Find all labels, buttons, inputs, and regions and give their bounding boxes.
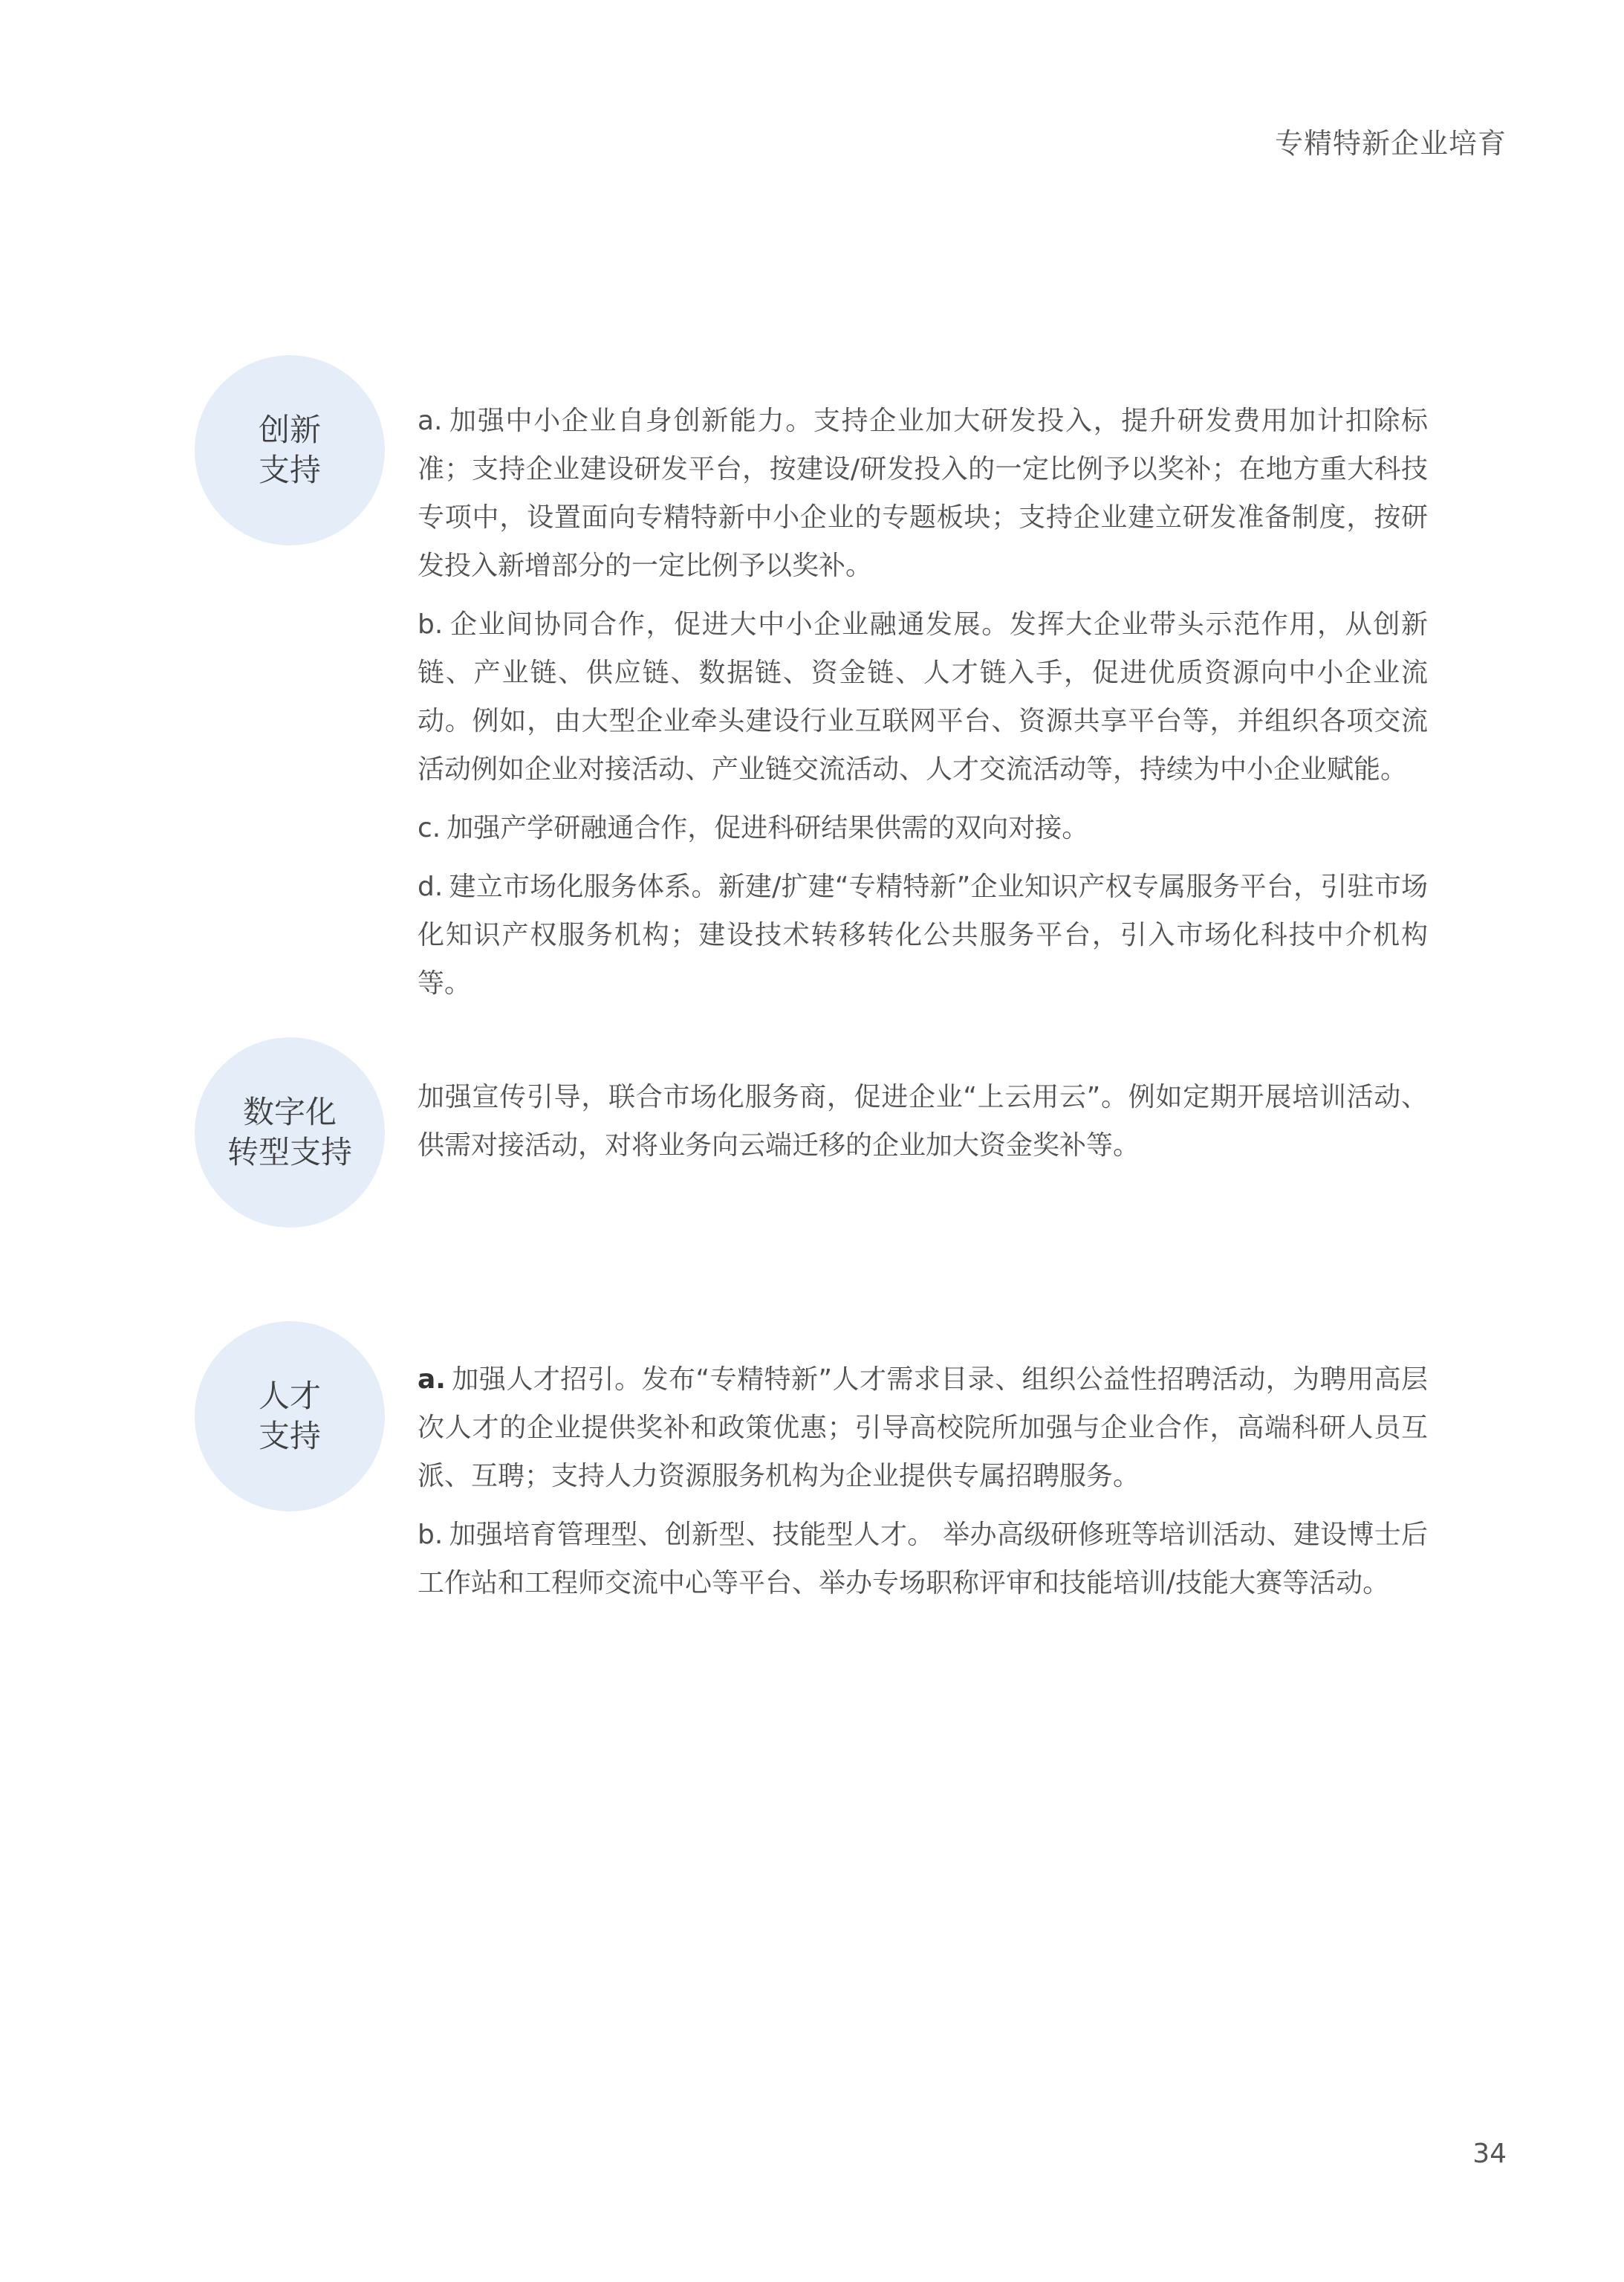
section-circle-label bbox=[195, 1037, 385, 1228]
paragraph bbox=[418, 397, 1428, 590]
paragraph bbox=[418, 1355, 1428, 1500]
circle-label-line: 支持 bbox=[258, 452, 321, 488]
paragraph-label: a. bbox=[418, 1364, 446, 1395]
paragraph-label: c. bbox=[418, 813, 441, 843]
section-body bbox=[418, 397, 1428, 1018]
section-circle-label bbox=[195, 1321, 385, 1511]
paragraph-text: 加强培育管理型、创新型、技能型人才。 举办高级研修班等培训活动、建设博士后工作站和工程师交流中心等平台、举办专场职称评审和技能培训/技能大赛等活动。 bbox=[418, 1520, 1428, 1598]
paragraph-text: 加强人才招引。发布“专精特新”人才需求目录、组织公益性招聘活动，为聘用高层次人才的企业提供奖补和政策优惠；引导高校院所加强与企业合作，高端科研人员互派、互聘；支持人力资源服务机构为企业提供专属招聘服务。 bbox=[418, 1364, 1428, 1491]
circle-label-line: 转型支持 bbox=[227, 1134, 352, 1170]
paragraph bbox=[418, 1511, 1428, 1607]
section-body bbox=[418, 1073, 1428, 1180]
circle-label-line: 人才 bbox=[258, 1378, 321, 1414]
paragraph bbox=[418, 1073, 1428, 1170]
paragraph-label: a. bbox=[418, 406, 443, 436]
page-number: 34 bbox=[1472, 2139, 1507, 2169]
paragraph-label: b. bbox=[418, 609, 444, 640]
section-circle-label bbox=[195, 355, 385, 545]
paragraph-text: 加强产学研融通合作，促进科研结果供需的双向对接。 bbox=[446, 813, 1089, 843]
paragraph-label: b. bbox=[418, 1520, 444, 1550]
circle-label-line: 数字化 bbox=[242, 1094, 337, 1130]
paragraph bbox=[418, 863, 1428, 1008]
paragraph-text: 加强宣传引导，联合市场化服务商，促进企业“上云用云”。例如定期开展培训活动、供需对接活动，对将业务向云端迁移的企业加大资金奖补等。 bbox=[418, 1082, 1428, 1161]
paragraph bbox=[418, 804, 1428, 852]
circle-label-line: 支持 bbox=[258, 1418, 321, 1454]
paragraph-text: 企业间协同合作，促进大中小企业融通发展。发挥大企业带头示范作用，从创新链、产业链、供应链、数据链、资金链、人才链入手，促进优质资源向中小企业流动。例如，由大型企业牵头建设行业互联网平台、资源共享平台等，并组织各项交流活动例如企业对接活动、产业链交流活动、人才交流活动等，持续为中小企业赋能。 bbox=[418, 609, 1428, 785]
paragraph-text: 建立市场化服务体系。新建/扩建“专精特新”企业知识产权专属服务平台，引驻市场化知识产权服务机构；建设技术转移转化公共服务平台，引入市场化科技中介机构等。 bbox=[418, 872, 1428, 999]
paragraph-label: d. bbox=[418, 872, 444, 902]
paragraph-text: 加强中小企业自身创新能力。支持企业加大研发投入，提升研发费用加计扣除标准；支持企业建设研发平台，按建设/研发投入的一定比例予以奖补；在地方重大科技专项中，设置面向专精特新中小企业的专题板块；支持企业建立研发准备制度，按研发投入新增部分的一定比例予以奖补。 bbox=[418, 406, 1428, 581]
circle-label-line: 创新 bbox=[258, 412, 321, 448]
running-header: 专精特新企业培育 bbox=[1274, 127, 1507, 160]
section-body bbox=[418, 1355, 1428, 1618]
paragraph bbox=[418, 600, 1428, 794]
